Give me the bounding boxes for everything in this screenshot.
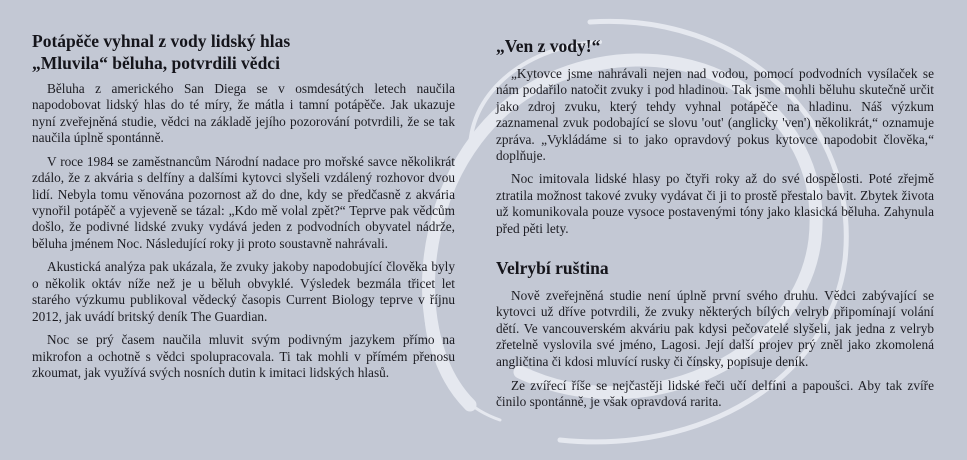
article-headline (32, 31, 455, 74)
right-article-column (496, 0, 934, 410)
headline-line-2: „Mluvila“ běluha, potvrdili vědci (32, 52, 280, 73)
article-paragraph: V roce 1984 se zaměstnancům Národní nadace pro mořské savce několikrát zdálo, že z akvária s delfíny a dalšími kytovci slyšeli vzdálený rozhovor dvou lidí. Nebyla tomu věnována pozornost až do dne, kdy se předčasně z akvária vynořil potápěč a vyjeveně se tázal: „Kdo mě volal zpět?“ Teprve pak vědcům došlo, že podivné lidské zvuky vydává jeden z podvodních obyvatel nádrže, běluha jménem Noc. Následující roky ji proto soustavně nahrávali. (32, 153, 455, 251)
section-paragraph: Noc imitovala lidské hlasy po čtyři roky až do své dospělosti. Poté zřejmě ztratila možnost takové zvuky vydávat či ji to prostě přestalo bavit. Zbytek života už komunikovala pouze vysoce postavenými tóny jako klasická běluha. Zahynula před pěti lety. (496, 171, 934, 236)
section-paragraph: „Kytovce jsme nahrávali nejen nad vodou, pomocí podvodních vysílaček se nám podařilo natočit zvuky i pod hladinou. Tak jsme mohli běluhu skutečně určit jako zdroj zvuku, který tehdy vyhnal potápěče na hladinu. Náš výzkum zaznamenal zvuk podobající se slovu 'out' (anglicky 'ven') několikrát,“ oznamuje zpráva. „Vykládáme si to jako opravdový pokus kytovce napodobit člověka,“ doplňuje. (496, 66, 934, 164)
article-paragraph: Akustická analýza pak ukázala, že zvuky jakoby napodobující člověka byly o několik oktáv níže než je u běluh obvyklé. Výsledek bezmála třicet let starého výzkumu publikoval vědecký časopis Current Biology teprve v říjnu 2012, jak uvádí britský deník The Guardian. (32, 259, 455, 324)
article-paragraph: Noc se prý časem naučila mluvit svým podivným jazykem přímo na mikrofon a ochotně s vědci spolupracovala. Ti tak mohli v přímém přenosu zkoumat, jak využívá svých nosních dutin k imitaci lidských hlasů. (32, 332, 455, 381)
left-article-column (32, 0, 455, 381)
section-heading-velrybi-rustina: Velrybí ruština (496, 258, 609, 279)
headline-line-1: Potápěče vyhnal z vody lidský hlas (32, 31, 291, 51)
article-paragraph: Běluha z amerického San Diega se v osmdesátých letech naučila napodobovat lidský hlas do té míry, že mátla i tamní potápěče. Jak ukazuje nyní zveřejněná studie, vědci na základě jejího pozorování potvrdili, že se tak naučila úplně spontánně. (32, 81, 455, 146)
section-heading-ven-z-vody: „Ven z vody!“ (496, 36, 601, 56)
section-paragraph: Ze zvířecí říše se nejčastěji lidské řeči učí delfíni a papoušci. Aby tak zvíře činilo spontánně, je však opravdová rarita. (496, 377, 934, 409)
section-paragraph: Nově zveřejněná studie není úplně první svého druhu. Vědci zabývající se kytovci už dříve potvrdili, že zvuky některých bílých velryb připomínají volání dětí. Ve vancouverském akváriu pak kdysi pečovatelé slyšeli, jak jedna z velryb zřetelně vyslovila své jméno, Lagosi. Její další projev prý zněl jako zkomolená angličtina či kdosi mluvící rusky či čínsky, popisuje deník. (496, 288, 934, 369)
